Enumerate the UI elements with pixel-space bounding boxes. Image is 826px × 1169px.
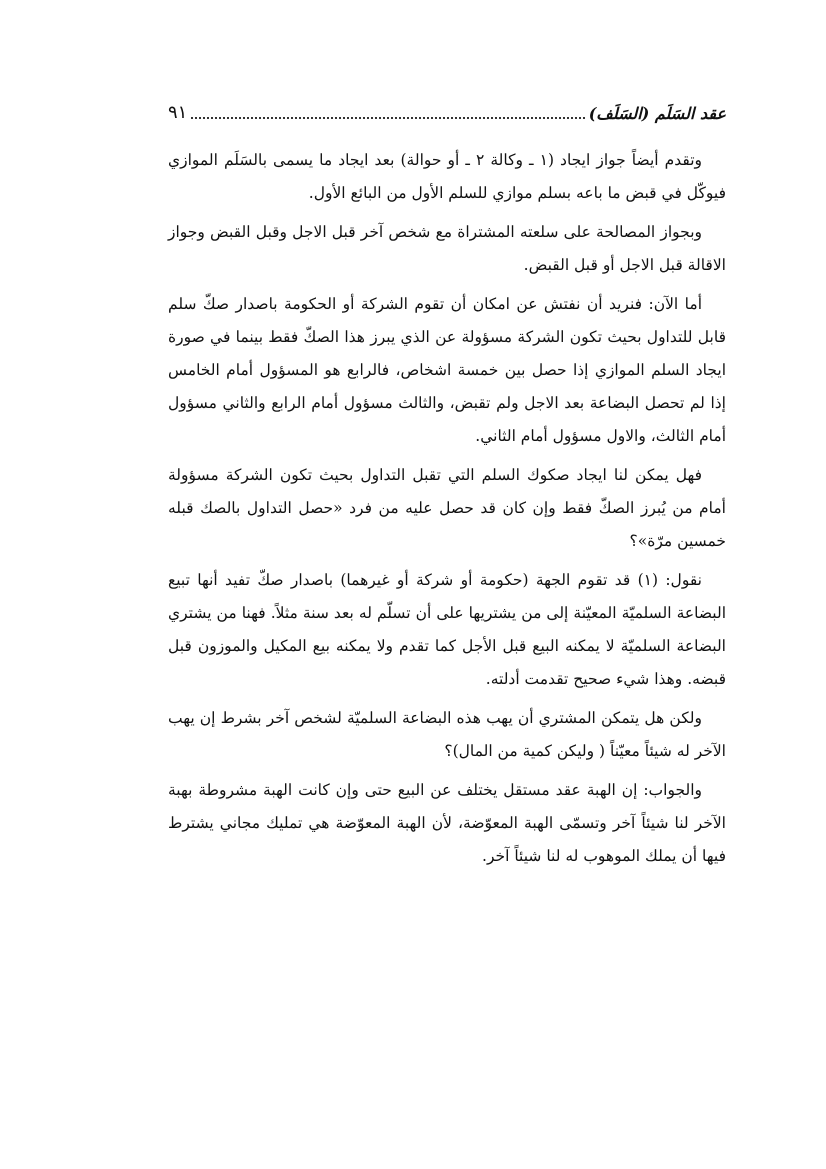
paragraph: وبجواز المصالحة على سلعته المشتراة مع شخص آخر قبل الاجل وقبل القبض وجواز الاقالة قبل الاجل أو قبل القبض. — [168, 223, 726, 274]
page-number: ٩١ — [168, 102, 188, 123]
running-header-title: عقد السَلَم (السَلَف) — [588, 104, 726, 123]
paragraph: نقول: (١) قد تقوم الجهة (حكومة أو شركة أو غيرهما) باصدار صكّ تفيد أنها تبيع البضاعة السلميّة المعيّنة إلى من يشتريها على أن تسلّم له بعد سنة مثلاً. فهنا من يشتري البضاعة السلميّة لا يمكنه البيع قبل الأجل كما تقدم ولا يمكنه بيع المكيل والموزون قبل قبضه. وهذا شيء صحيح تقدمت أدلته. — [168, 571, 726, 688]
paragraph: وتقدم أيضاً جواز ايجاد (١ ـ وكالة ٢ ـ أو حوالة) بعد ايجاد ما يسمى بالسَلَم الموازي فيوكّل في قبض ما باعه بسلم موازي للسلم الأول من البائع الأول. — [168, 151, 726, 202]
paragraph: أما الآن: فنريد أن نفتش عن امكان أن تقوم الشركة أو الحكومة باصدار صكّ سلم قابل للتداول بحيث تكون الشركة مسؤولة عن الذي يبرز هذا الصكّ فقط بينما في صورة ايجاد السلم الموازي إذا حصل بين خمسة اشخاص، فالرابع هو المسؤول أمام الخامس إذا لم تحصل البضاعة بعد الاجل ولم تقبض، والثالث مسؤول أمام الرابع والثاني مسؤول أمام الثالث، والاول مسؤول أمام الثاني. — [168, 295, 726, 445]
paragraph: ولكن هل يتمكن المشتري أن يهب هذه البضاعة السلميّة لشخص آخر بشرط إن يهب الآخر له شيئاً معيّناً ( وليكن كمية من المال)؟ — [168, 709, 726, 760]
header-dot-leader — [191, 117, 584, 119]
paragraph: والجواب: إن الهبة عقد مستقل يختلف عن البيع حتى وإن كانت الهبة مشروطة بهبة الآخر لنا شيئاً آخر وتسمّى الهبة المعوّضة، لأن الهبة المعوّضة هي تمليك مجاني يشترط فيها أن يملك الموهوب له لنا شيئاً آخر. — [168, 781, 726, 865]
body-text — [168, 144, 726, 879]
paragraph: فهل يمكن لنا ايجاد صكوك السلم التي تقبل التداول بحيث تكون الشركة مسؤولة أمام من يُبرز الصكّ فقط وإن كان قد حصل عليه من فرد «حصل التداول بالصك قبله خمسين مرّة»؟ — [168, 466, 726, 550]
running-header — [168, 96, 726, 122]
